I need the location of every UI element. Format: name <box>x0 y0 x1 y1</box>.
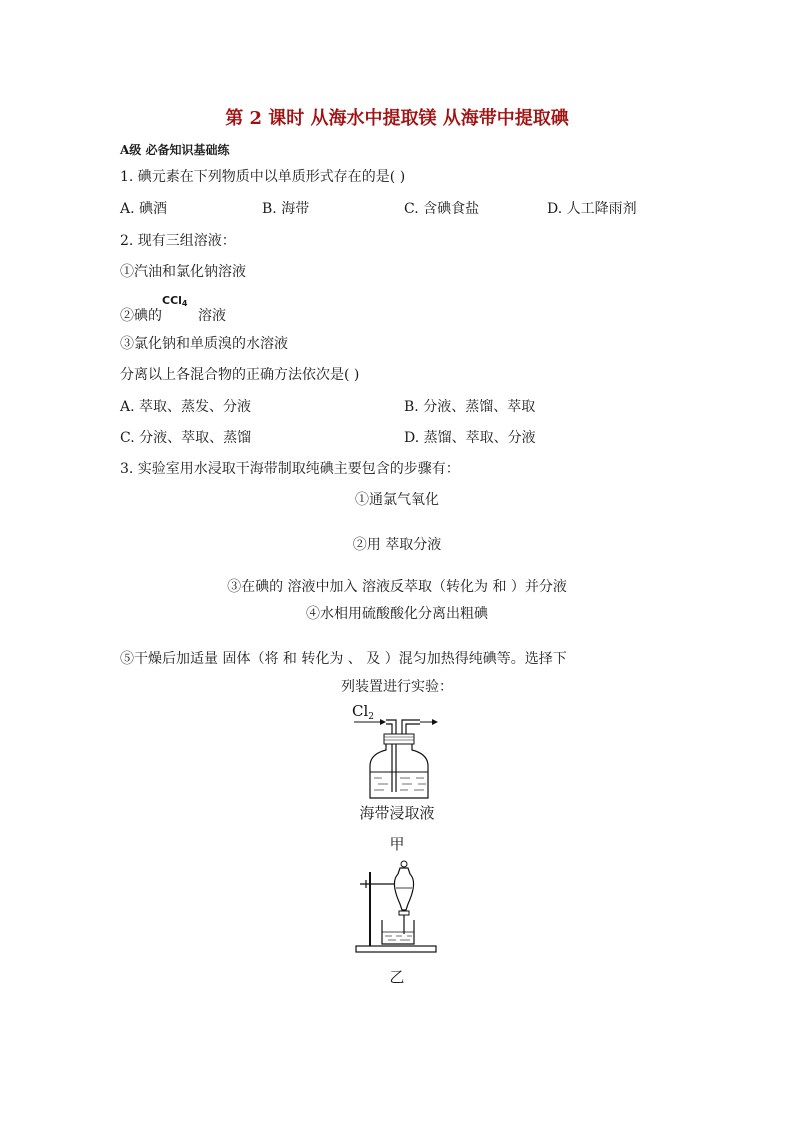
outlet-arrow <box>432 719 438 725</box>
q2-item-2-suffix: 溶液 <box>198 308 226 324</box>
ccl4-formula: CCl$_4$ <box>162 294 188 308</box>
q2-question: 分离以上各混合物的正确方法依次是( ) <box>120 367 360 383</box>
stopper <box>384 734 414 744</box>
q2-item-3: ③氯化钠和单质溴的水溶液 <box>120 336 288 352</box>
stand-base <box>356 946 436 952</box>
q2-option-d: D. 蒸馏、萃取、分液 <box>404 430 536 446</box>
section-heading: A级 必备知识基础练 <box>120 143 230 157</box>
figure-1-caption: 海带浸取液 <box>359 804 435 822</box>
q1-option-c: C. 含碘食盐 <box>404 201 480 217</box>
stopcock <box>399 911 409 915</box>
page-title: 第 2 课时 从海水中提取镁 从海带中提取碘 <box>225 108 569 129</box>
q2-option-b: B. 分液、蒸馏、萃取 <box>404 399 536 415</box>
q1-option-b: B. 海带 <box>262 201 310 217</box>
funnel-body <box>394 868 413 910</box>
q2-option-c: C. 分液、萃取、蒸馏 <box>120 430 252 446</box>
q2-item-2-prefix: ②碘的 <box>120 308 162 324</box>
q3-step-5-continued: 列装置进行实验： <box>341 679 453 695</box>
q1-option-d: D. 人工降雨剂 <box>547 201 637 217</box>
figure-1-label: 甲 <box>389 835 405 853</box>
q3-step-5: ⑤干燥后加适量 固体（将 和 转化为 、 及 ）混匀加热得纯碘等。选择下 <box>120 651 567 667</box>
q1-option-a: A. 碘酒 <box>120 201 168 217</box>
q2-stem: 2. 现有三组溶液： <box>120 233 236 249</box>
q2-option-a: A. 萃取、蒸发、分液 <box>120 399 252 415</box>
chlorine-label: $Cl_2$ <box>352 702 375 722</box>
q2-item-1: ①汽油和氯化钠溶液 <box>120 264 246 280</box>
figure-2-label: 乙 <box>389 968 405 986</box>
separatory-funnel-figure <box>352 858 442 958</box>
q3-step-4: ④水相用硫酸酸化分离出粗碘 <box>306 606 488 622</box>
q3-stem: 3. 实验室用水浸取干海带制取纯碘主要包含的步骤有： <box>120 461 460 477</box>
q3-step-1: ①通氯气氧化 <box>355 492 439 508</box>
q3-step-3: ③在碘的 溶液中加入 溶液反萃取（转化为 和 ）并分液 <box>227 579 567 595</box>
q3-step-2: ②用 萃取分液 <box>352 537 442 553</box>
q1-stem: 1. 碘元素在下列物质中以单质形式存在的是( ) <box>120 169 406 185</box>
gas-washing-bottle-figure <box>340 700 450 802</box>
